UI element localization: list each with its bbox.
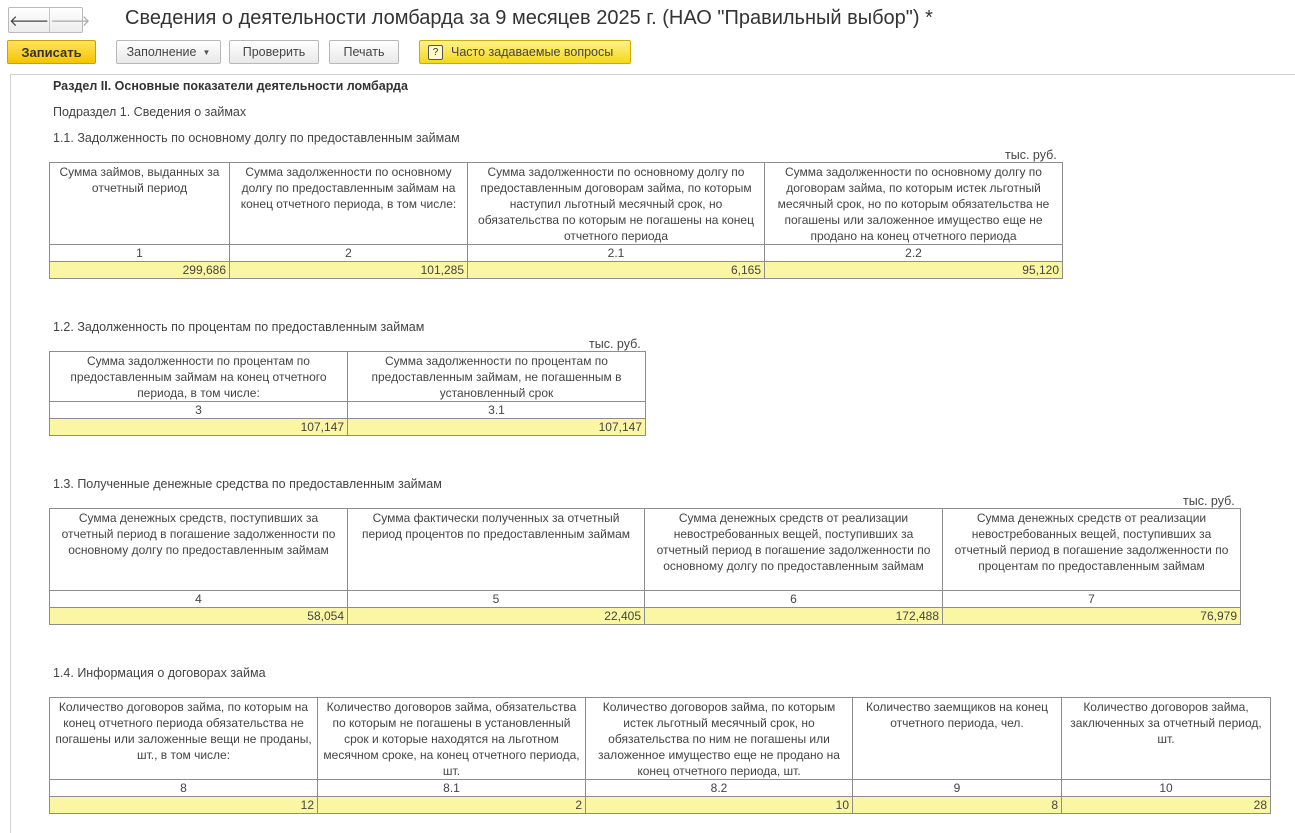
fill-dropdown-button[interactable] <box>116 40 221 64</box>
value-input-3[interactable]: 107,147 <box>50 419 348 436</box>
print-button[interactable] <box>329 40 399 64</box>
table-1-1-title: 1.1. Задолженность по основному долгу по предоставленным займам <box>53 131 460 145</box>
check-button[interactable] <box>229 40 319 64</box>
column-code: 7 <box>943 591 1241 608</box>
save-label: Записать <box>21 44 82 60</box>
header-cell: Количество заемщиков на конец отчетного периода, чел. <box>853 698 1062 780</box>
column-code: 8 <box>50 780 318 797</box>
value-input-6[interactable]: 172,488 <box>645 608 943 625</box>
value-input-9[interactable]: 8 <box>853 797 1062 814</box>
header-cell: Сумма задолженности по основному долгу по предоставленным договорам займа, по которым наступил льготный месячный срок, но обязательства по которым не погашены на конец отчетного периода <box>468 163 765 245</box>
header-cell: Сумма задолженности по процентам по предоставленным займам, не погашенным в установленный срок <box>348 352 646 402</box>
value-input-10[interactable]: 28 <box>1062 797 1271 814</box>
table-1-4-title: 1.4. Информация о договорах займа <box>53 666 266 680</box>
title-bar <box>0 0 1295 38</box>
fill-label: Заполнение <box>126 45 197 59</box>
column-code: 4 <box>50 591 348 608</box>
table-1-2-unit: тыс. руб. <box>589 337 641 351</box>
subsection-title: Подраздел 1. Сведения о займах <box>53 105 247 119</box>
value-input-3-1[interactable]: 107,147 <box>348 419 646 436</box>
header-cell: Количество договоров займа, заключенных за отчетный период, шт. <box>1062 698 1271 780</box>
value-input-8[interactable]: 12 <box>50 797 318 814</box>
value-input-2[interactable]: 101,285 <box>230 262 468 279</box>
column-code: 8.2 <box>586 780 853 797</box>
value-input-2-2[interactable]: 95,120 <box>765 262 1063 279</box>
column-code: 1 <box>50 245 230 262</box>
column-code: 10 <box>1062 780 1271 797</box>
header-cell: Сумма задолженности по основному долгу по договорам займа, по которым истек льготный месячный срок, но по которым обязательства не погашены или заложенное имущество еще не продано на конец отчетного периода <box>765 163 1063 245</box>
faq-button[interactable] <box>419 40 631 64</box>
forward-button[interactable] <box>49 8 90 32</box>
column-code: 9 <box>853 780 1062 797</box>
column-code: 3 <box>50 402 348 419</box>
table-1-4 <box>49 697 1271 814</box>
value-input-8-2[interactable]: 10 <box>586 797 853 814</box>
value-input-8-1[interactable]: 2 <box>318 797 586 814</box>
header-cell: Сумма денежных средств от реализации невостребованных вещей, поступивших за отчетный период в погашение задолженности по основному долгу по предоставленным займам <box>645 509 943 591</box>
column-code: 3.1 <box>348 402 646 419</box>
value-input-5[interactable]: 22,405 <box>348 608 645 625</box>
header-cell: Сумма задолженности по процентам по предоставленным займам на конец отчетного периода, в том числе: <box>50 352 348 402</box>
header-cell: Сумма задолженности по основному долгу по предоставленным займам на конец отчетного периода, в том числе: <box>230 163 468 245</box>
column-code: 8.1 <box>318 780 586 797</box>
column-code: 2 <box>230 245 468 262</box>
print-label: Печать <box>343 45 385 59</box>
save-button[interactable] <box>7 40 96 64</box>
value-input-1[interactable]: 299,686 <box>50 262 230 279</box>
command-bar <box>0 38 1295 70</box>
back-arrow-icon: 🡐 <box>9 12 50 30</box>
header-cell: Сумма денежных средств, поступивших за отчетный период в погашение задолженности по основному долгу по предоставленным займам <box>50 509 348 591</box>
navigation-buttons <box>8 7 91 33</box>
column-code: 2.1 <box>468 245 765 262</box>
header-cell: Сумма займов, выданных за отчетный период <box>50 163 230 245</box>
header-cell: Количество договоров займа, по которым истек льготный месячный срок, но обязательства по ним не погашены или заложенное имущество еще не продано на конец отчетного периода, шт. <box>586 698 853 780</box>
header-cell: Сумма фактически полученных за отчетный период процентов по предоставленным займам <box>348 509 645 591</box>
header-cell: Количество договоров займа, по которым на конец отчетного периода обязательства не погашены или заложенные вещи не проданы, шт., в том числе: <box>50 698 318 780</box>
column-code: 6 <box>645 591 943 608</box>
forward-arrow-icon: 🡒 <box>50 12 91 30</box>
question-icon: ? <box>428 45 443 60</box>
table-1-1-unit: тыс. руб. <box>1005 148 1057 162</box>
table-1-3 <box>49 508 1241 625</box>
faq-label: Часто задаваемые вопросы <box>451 45 614 59</box>
value-input-7[interactable]: 76,979 <box>943 608 1241 625</box>
document-title: Сведения о деятельности ломбарда за 9 месяцев 2025 г. (НАО "Правильный выбор") * <box>125 7 933 29</box>
table-1-3-title: 1.3. Полученные денежные средства по предоставленным займам <box>53 477 442 491</box>
value-input-2-1[interactable]: 6,165 <box>468 262 765 279</box>
table-1-3-unit: тыс. руб. <box>1183 494 1235 508</box>
header-cell: Сумма денежных средств от реализации невостребованных вещей, поступивших за отчетный период в погашение задолженности по процентам по предоставленным займам <box>943 509 1241 591</box>
column-code: 5 <box>348 591 645 608</box>
check-label: Проверить <box>242 45 306 59</box>
table-1-2 <box>49 351 646 436</box>
value-input-4[interactable]: 58,054 <box>50 608 348 625</box>
table-1-2-title: 1.2. Задолженность по процентам по предоставленным займам <box>53 320 425 334</box>
form-content <box>10 74 1295 833</box>
table-1-1 <box>49 162 1063 279</box>
chevron-down-icon: ▼ <box>202 47 211 57</box>
column-code: 2.2 <box>765 245 1063 262</box>
back-button[interactable] <box>9 8 49 32</box>
section-title: Раздел II. Основные показатели деятельности ломбарда <box>53 79 408 93</box>
header-cell: Количество договоров займа, обязательства по которым не погашены в установленный срок и которые находятся на льготном месячном сроке, на конец отчетного периода, шт. <box>318 698 586 780</box>
